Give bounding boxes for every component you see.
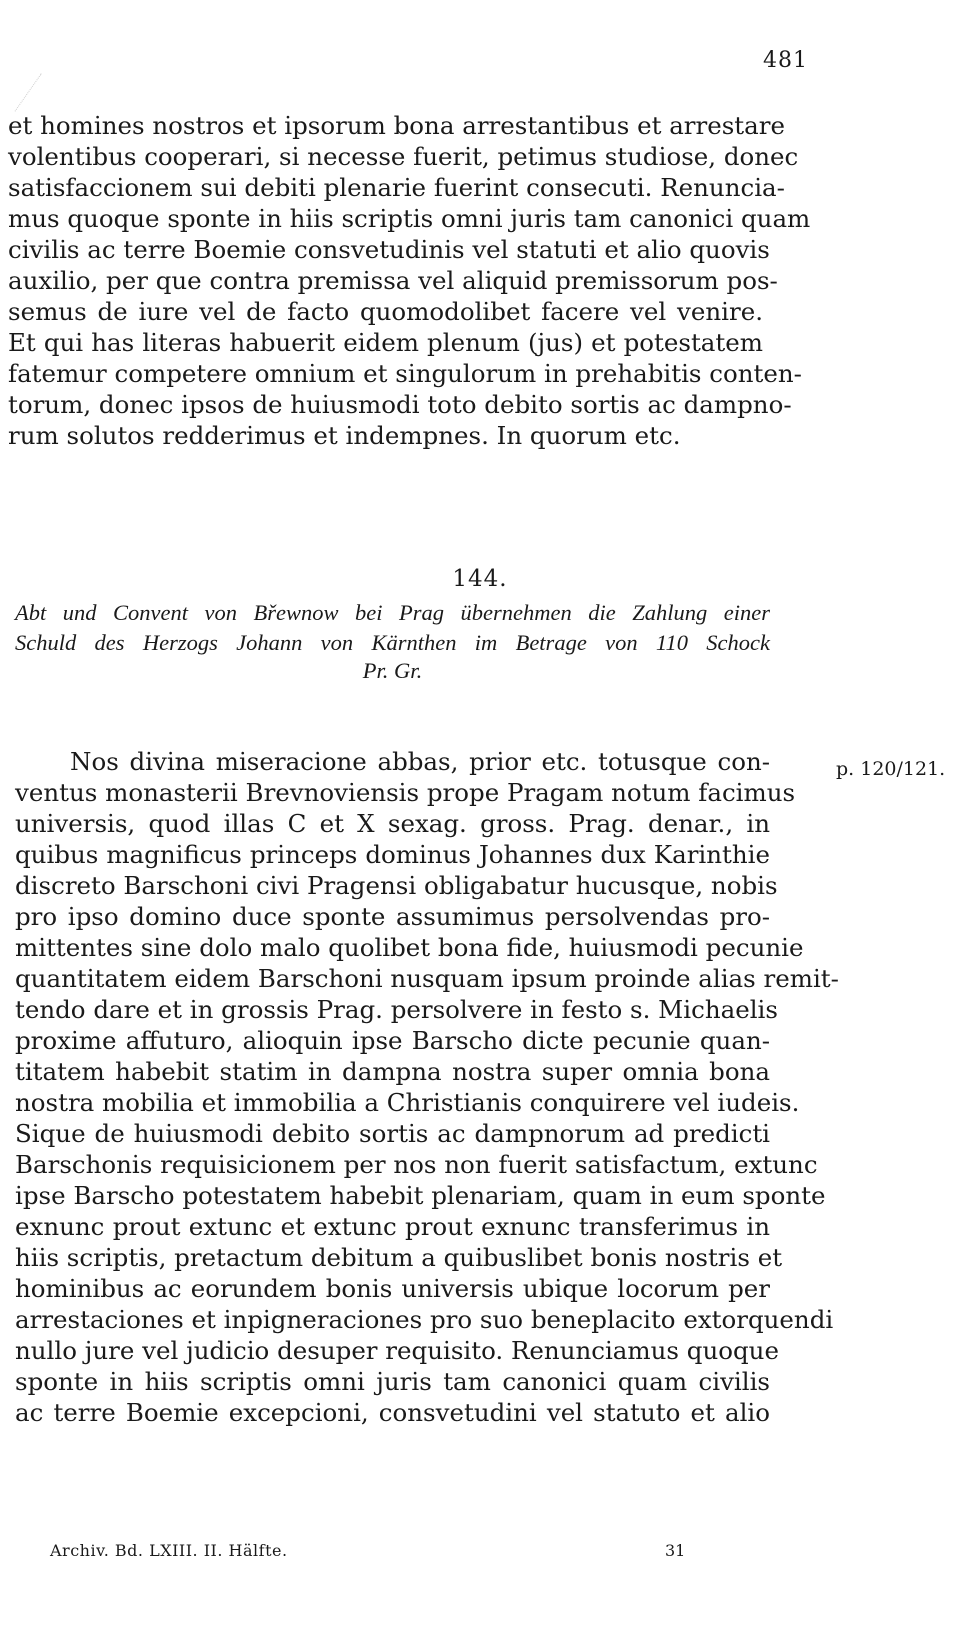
- text-line: discreto Barschoni civi Pragensi obligabatur hucusque, nobis: [15, 871, 778, 900]
- text-line: nostra mobilia et immobilia a Christianis conquirere vel iudeis.: [15, 1088, 800, 1117]
- text-line: quibus magnificus princeps dominus Johannes dux Karinthie: [15, 840, 770, 869]
- text-line: mittentes sine dolo malo quolibet bona fide, huiusmodi pecunie: [15, 933, 804, 962]
- text-line: titatem habebit statim in dampna nostra super omnia bona: [15, 1057, 770, 1086]
- text-line: Nos divina miseracione abbas, prior etc. totusque con-: [70, 747, 770, 776]
- page-number: 481: [763, 48, 808, 73]
- regest-line: Abt und Convent von Břewnow bei Prag übernehmen die Zahlung einer: [15, 600, 770, 625]
- text-line: ipse Barscho potestatem habebit plenariam, quam in eum sponte: [15, 1181, 826, 1210]
- text-line: rum solutos redderimus et indempnes. In quorum etc.: [8, 421, 681, 450]
- text-line: torum, donec ipsos de huiusmodi toto debito sortis ac dampno-: [8, 390, 792, 419]
- text-line: universis, quod illas C et X sexag. gross. Prag. denar., in: [15, 809, 770, 838]
- text-line: semus de iure vel de facto quomodolibet facere vel venire.: [8, 297, 763, 326]
- text-line: hominibus ac eorundem bonis universis ubique locorum per: [15, 1274, 770, 1303]
- text-line: et homines nostros et ipsorum bona arrestantibus et arrestare: [8, 111, 785, 140]
- text-line: fatemur competere omnium et singulorum in prehabitis conten-: [8, 359, 802, 388]
- text-line: tendo dare et in grossis Prag. persolvere in festo s. Michaelis: [15, 995, 778, 1024]
- text-line: ac terre Boemie excepcioni, consvetudini vel statuto et alio: [15, 1398, 770, 1427]
- text-line: proxime affuturo, alioquin ipse Barscho dicte pecunie quan-: [15, 1026, 770, 1055]
- footer-sheet-number: 31: [665, 1541, 686, 1560]
- section-number: 144.: [452, 566, 508, 592]
- text-line: Sique de huiusmodi debito sortis ac dampnorum ad predicti: [15, 1119, 770, 1148]
- regest-line: Pr. Gr.: [362, 658, 423, 683]
- text-line: Et qui has literas habuerit eidem plenum (jus) et potestatem: [8, 328, 763, 357]
- text-line: volentibus cooperari, si necesse fuerit, petimus studiose, donec: [8, 142, 799, 171]
- text-line: exnunc prout extunc et extunc prout exnunc transferimus in: [15, 1212, 770, 1241]
- text-line: auxilio, per que contra premissa vel aliquid premissorum pos-: [8, 266, 778, 295]
- text-line: nullo jure vel judicio desuper requisito. Renunciamus quoque: [15, 1336, 779, 1365]
- text-line: sponte in hiis scriptis omni juris tam canonici quam civilis: [15, 1367, 770, 1396]
- regest-line: Schuld des Herzogs Johann von Kärnthen im Betrage von 110 Schock: [15, 630, 770, 655]
- text-line: hiis scriptis, pretactum debitum a quibuslibet bonis nostris et: [15, 1243, 783, 1272]
- text-line: mus quoque sponte in hiis scriptis omni juris tam canonici quam: [8, 204, 811, 233]
- margin-note: p. 120/121.: [836, 758, 946, 780]
- text-line: ventus monasterii Brevnoviensis prope Pragam notum facimus: [15, 778, 796, 807]
- text-line: Barschonis requisicionem per nos non fuerit satisfactum, extunc: [15, 1150, 818, 1179]
- scan-mark: [0, 58, 42, 111]
- text-line: civilis ac terre Boemie consvetudinis vel statuti et alio quovis: [8, 235, 770, 264]
- text-line: satisfaccionem sui debiti plenarie fuerint consecuti. Renuncia-: [8, 173, 785, 202]
- footer-signature: Archiv. Bd. LXIII. II. Hälfte.: [50, 1541, 288, 1560]
- text-line: quantitatem eidem Barschoni nusquam ipsum proinde alias remit-: [15, 964, 839, 993]
- text-line: pro ipso domino duce sponte assumimus persolvendas pro-: [15, 902, 770, 931]
- text-line: arrestaciones et inpigneraciones pro suo beneplacito extorquendi: [15, 1305, 834, 1334]
